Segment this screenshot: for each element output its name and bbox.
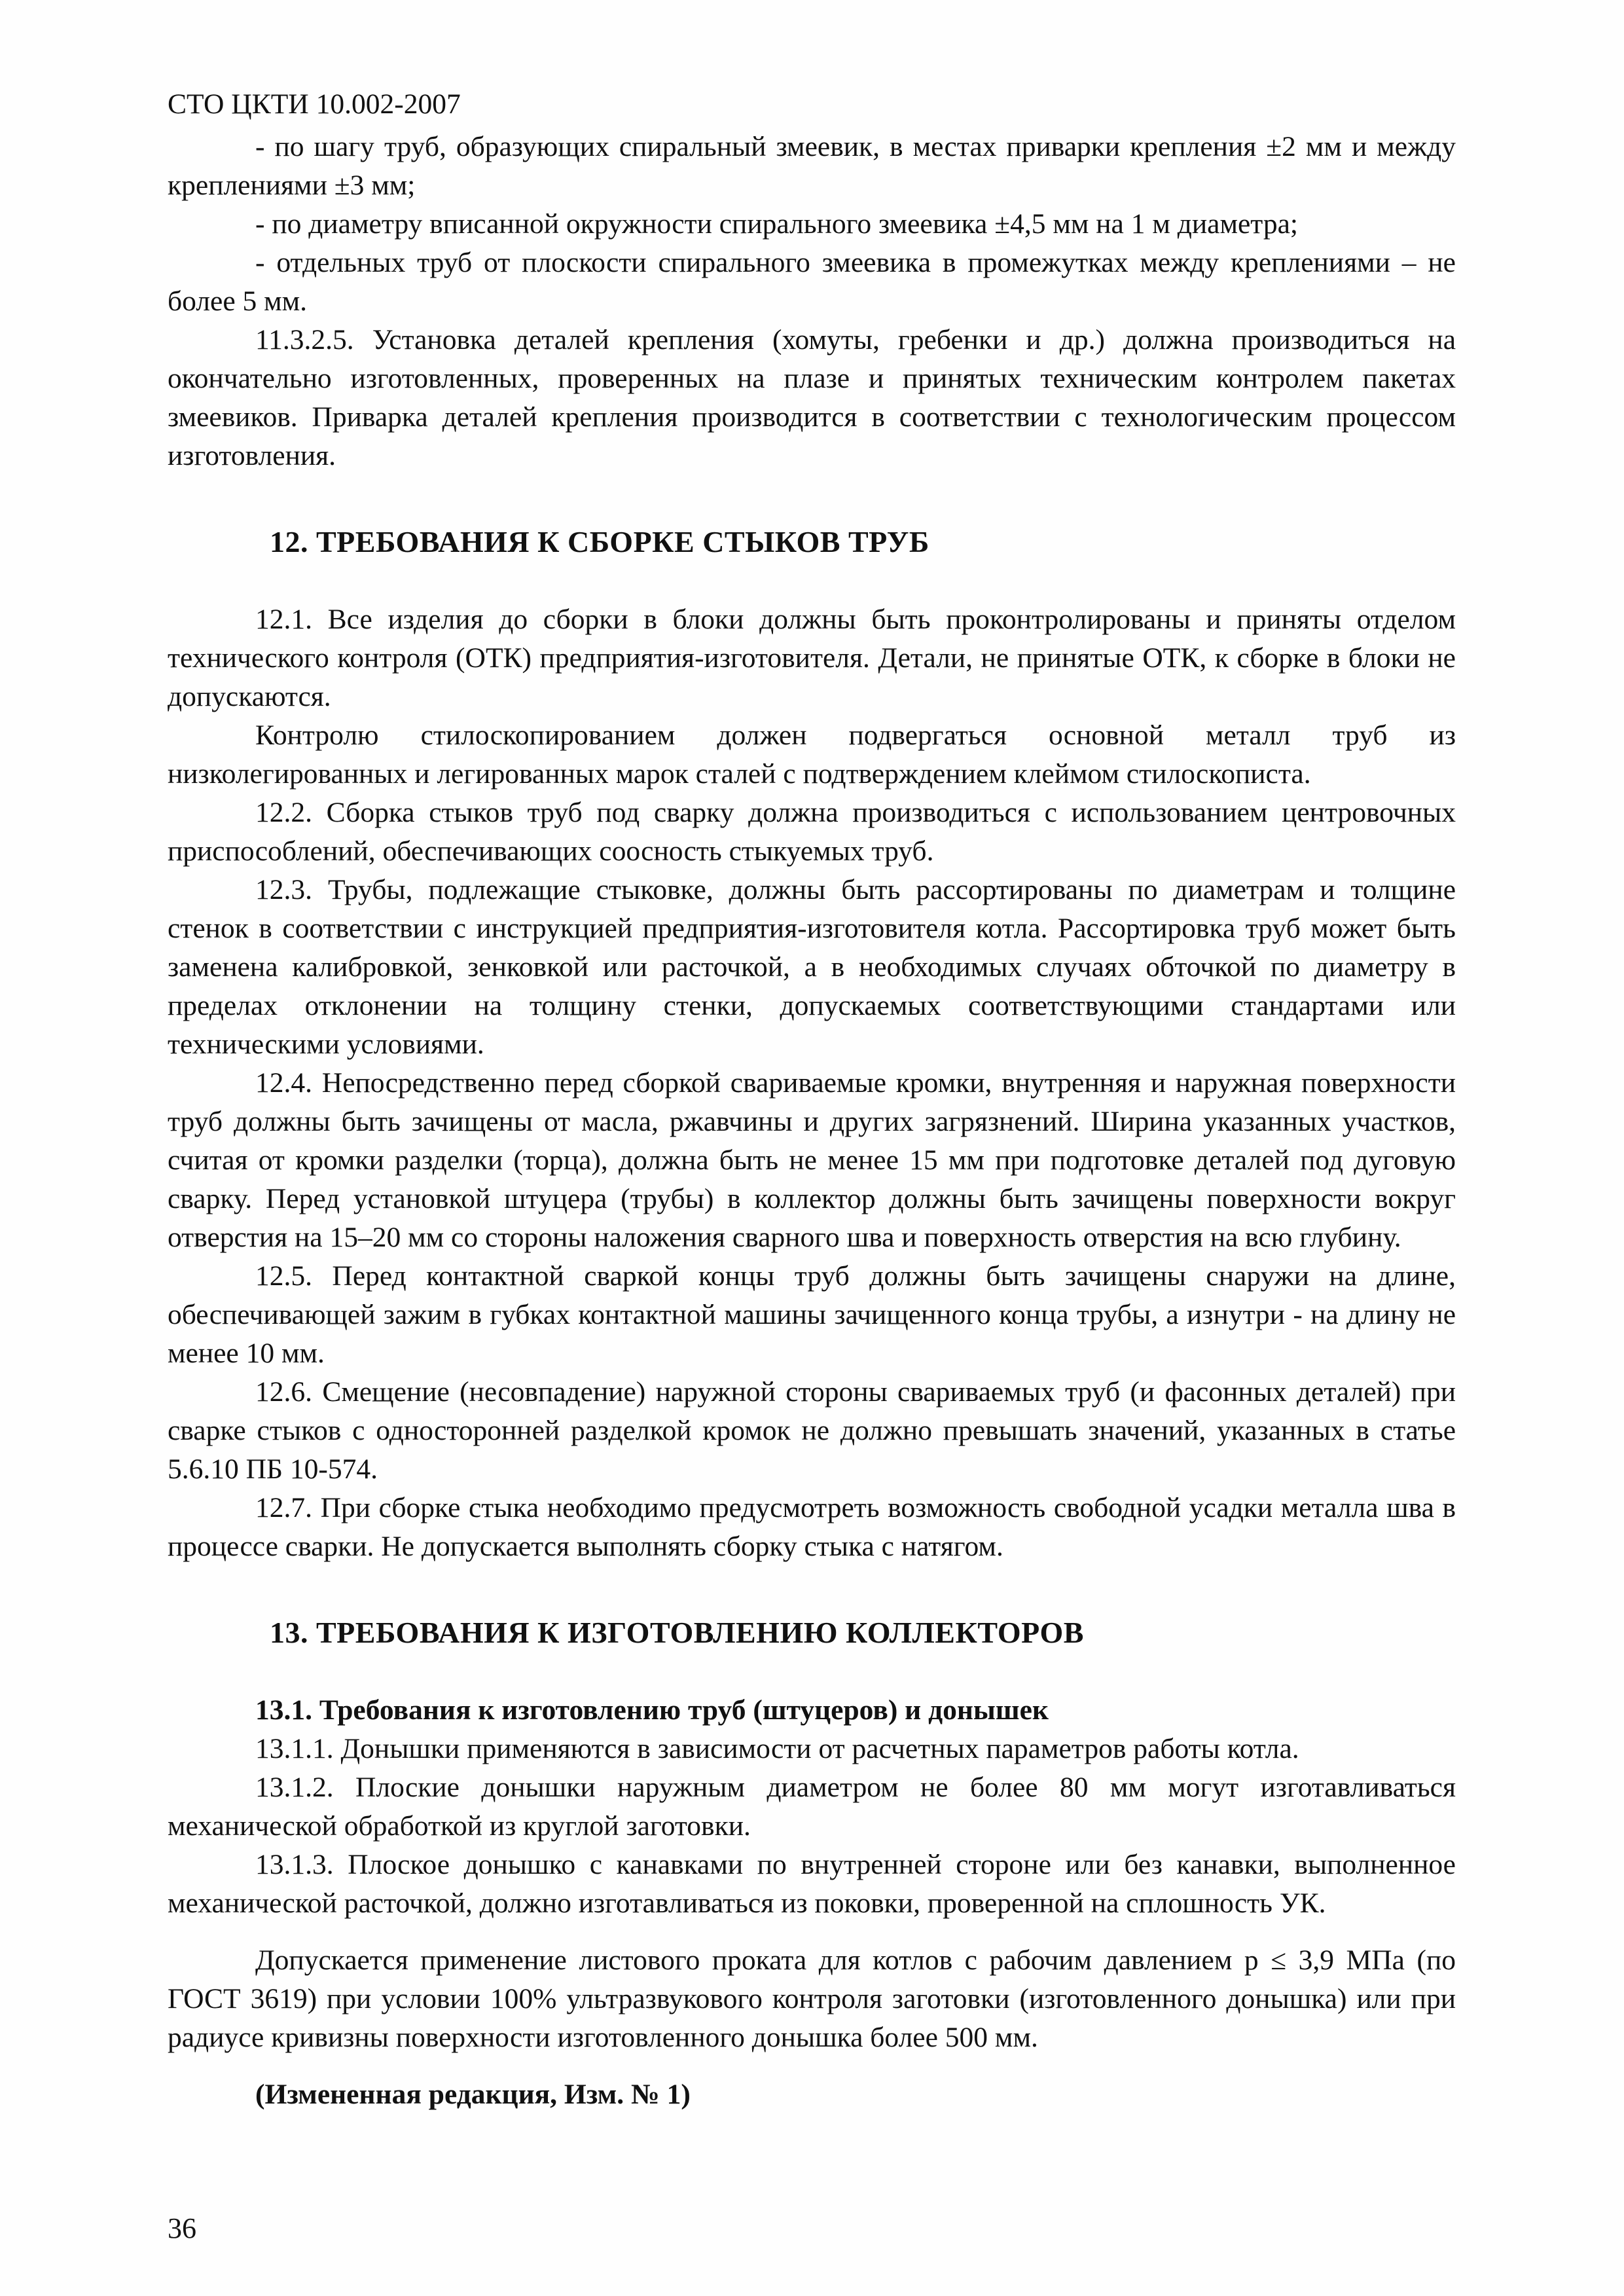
paragraph-12-3: 12.3. Трубы, подлежащие стыковке, должны быть рассортированы по диаметрам и толщине стенок в соответствии с инструкцией предприятия-изготовителя котла. Рассортировка труб может быть заменена калибровкой, зенковкой или расточкой, а в необходимых случаях обточкой по диаметру в пределах отклонении на толщину стенки, допускаемых соответствующими стандартами или техническими условиями. xyxy=(168,874,1456,1060)
amendment-note: (Измененная редакция, Изм. № 1) xyxy=(255,2079,691,2110)
section-12-heading: 12. ТРЕБОВАНИЯ К СБОРКЕ СТЫКОВ ТРУБ xyxy=(270,525,929,558)
tolerance-item-plane: - отдельных труб от плоскости спирального змеевика в промежутках между креплениями – не более 5 мм. xyxy=(168,247,1456,317)
document-code-header: СТО ЦКТИ 10.002-2007 xyxy=(168,88,461,120)
paragraph-12-1: 12.1. Все изделия до сборки в блоки должны быть проконтролированы и приняты отделом технического контроля (ОТК) предприятия-изготовителя. Детали, не принятые ОТК, к сборке в блоки не допускаются. xyxy=(168,604,1456,712)
paragraph-sheet-metal: Допускается применение листового проката для котлов с рабочим давлением p ≤ 3,9 МПа (по ГОСТ 3619) при условии 100% ультразвукового контроля заготовки (изготовленного донышка) или при радиусе кривизны поверхности изготовленного донышка более 500 мм. xyxy=(168,1944,1456,2053)
tolerance-item-diameter: - по диаметру вписанной окружности спирального змеевика ±4,5 мм на 1 м диаметра; xyxy=(255,208,1298,240)
paragraph-13-1-2: 13.1.2. Плоские донышки наружным диаметром не более 80 мм могут изготавливаться механической обработкой из круглой заготовки. xyxy=(168,1772,1456,1842)
paragraph-12-6: 12.6. Смещение (несовпадение) наружной стороны свариваемых труб (и фасонных деталей) при сварке стыков с односторонней разделкой кромок не должно превышать значений, указанных в статье 5.6.10 ПБ 10-574. xyxy=(168,1376,1456,1485)
paragraph-12-2: 12.2. Сборка стыков труб под сварку должна производиться с использованием центровочных приспособлений, обеспечивающих соосность стыкуемых труб. xyxy=(168,797,1456,867)
section-13-heading: 13. ТРЕБОВАНИЯ К ИЗГОТОВЛЕНИЮ КОЛЛЕКТОРОВ xyxy=(270,1616,1084,1649)
paragraph-13-1-1: 13.1.1. Донышки применяются в зависимости от расчетных параметров работы котла. xyxy=(255,1733,1299,1764)
page-content xyxy=(168,85,1456,2114)
paragraph-11-3-2-5: 11.3.2.5. Установка деталей крепления (хомуты, гребенки и др.) должна производиться на окончательно изготовленных, проверенных на плазе и принятых техническим контролем пакетах змеевиков. Приварка деталей крепления производится в соответствии с технологическим процессом изготовления. xyxy=(168,324,1456,471)
spacer xyxy=(168,1923,1456,1941)
spacer xyxy=(168,2057,1456,2075)
paragraph-12-1-stylo: Контролю стилоскопированием должен подвергаться основной металл труб из низколегированных и легированных марок сталей с подтверждением клеймом стилоскописта. xyxy=(168,720,1456,790)
paragraph-12-7: 12.7. При сборке стыка необходимо предусмотреть возможность свободной усадки металла шва в процессе сварки. Не допускается выполнять сборку стыка с натягом. xyxy=(168,1492,1456,1562)
paragraph-13-1-3: 13.1.3. Плоское донышко с канавками по внутренней стороне или без канавки, выполненное механической расточкой, должно изготавливаться из поковки, проверенной на сплошность УК. xyxy=(168,1849,1456,1919)
paragraph-12-5: 12.5. Перед контактной сваркой концы труб должны быть зачищены снаружи на длине, обеспечивающей зажим в губках контактной машины зачищенного конца трубы, а изнутри - на длину не менее 10 мм. xyxy=(168,1260,1456,1369)
tolerance-item-pitch: - по шагу труб, образующих спиральный змеевик, в местах приварки крепления ±2 мм и между креплениями ±3 мм; xyxy=(168,131,1456,201)
subsection-13-1-heading: 13.1. Требования к изготовлению труб (штуцеров) и донышек xyxy=(255,1694,1049,1726)
paragraph-12-4: 12.4. Непосредственно перед сборкой свариваемые кромки, внутренняя и наружная поверхности труб должны быть зачищены от масла, ржавчины и других загрязнений. Ширина указанных участков, считая от кромки разделки (торца), должна быть не менее 15 мм при подготовке деталей под дуговую сварку. Перед установкой штуцера (трубы) в коллектор должны быть зачищены поверхности вокруг отверстия на 15–20 мм со стороны наложения сварного шва и поверхность отверстия на всю глубину. xyxy=(168,1067,1456,1253)
page-number: 36 xyxy=(168,2212,196,2244)
